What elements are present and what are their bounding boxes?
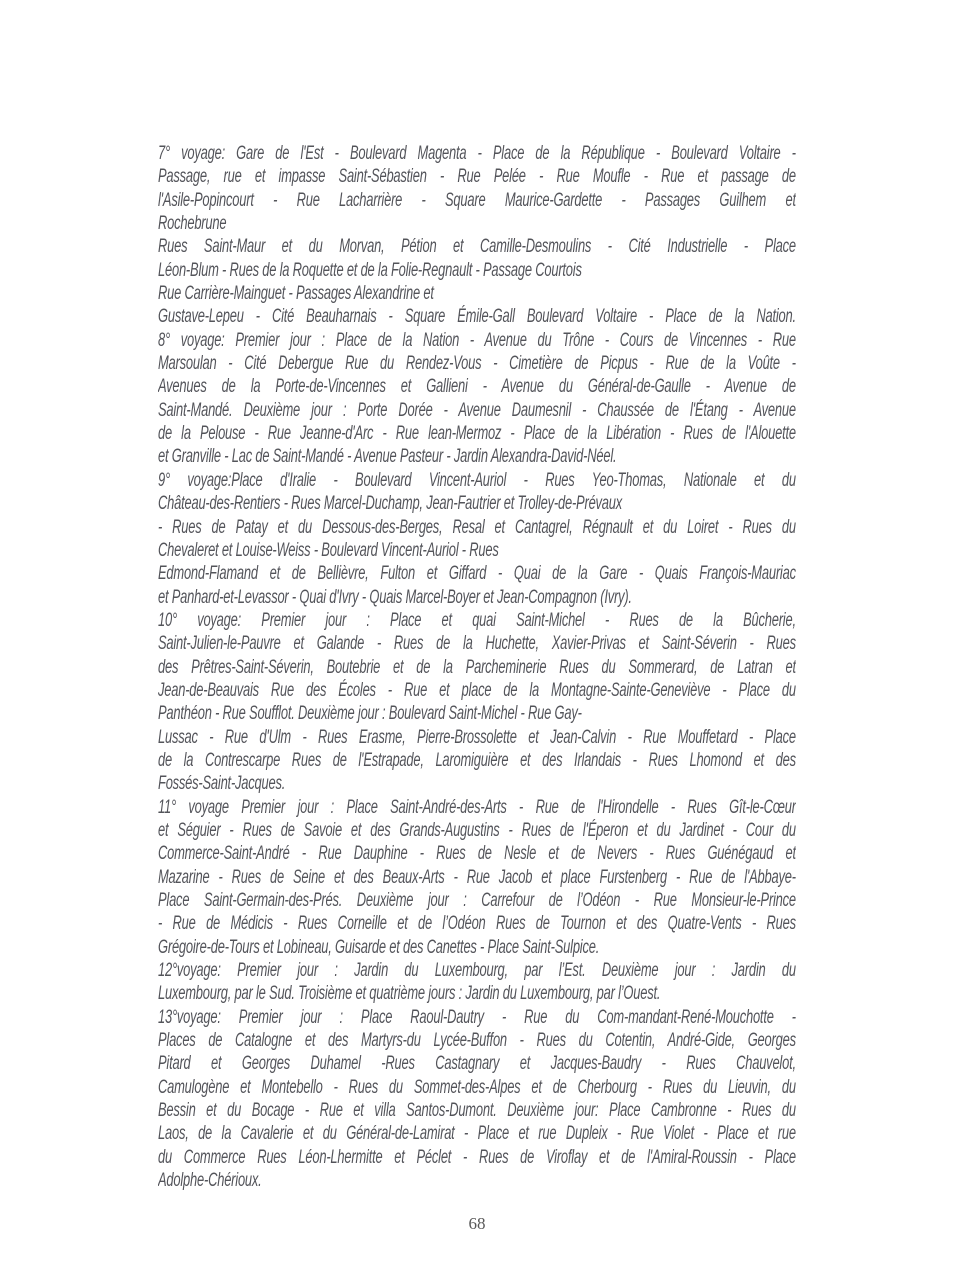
text-line: Laos, de la Cavalerie et du Général-de-Lamirat - Place et rue Dupleix - Rue Violet - Place et rue [158, 1123, 796, 1145]
text-line: Gustave-Lepeu - Cité Beauharnais - Square Émile-Gall Boulevard Voltaire - Place de la Nation. [158, 306, 796, 328]
text-line: 11° voyage Premier jour : Place Saint-André-des-Arts - Rue de l'Hirondelle - Rues Gît-le-Cœur [158, 796, 796, 818]
text-line: Rochebrune [158, 213, 227, 235]
text-line: Adolphe-Chérioux. [158, 1170, 262, 1192]
text-line: et Séguier - Rues de Savoie et des Grands-Augustins - Rues de l'Éperon et du Jardinet - Cour du [158, 819, 796, 841]
text-line: du Commerce Rues Léon-Lhermitte et Péclet - Rues de Viroflay et de l'Amiral-Roussin - Place [158, 1146, 796, 1168]
text-line: 8° voyage: Premier jour : Place de la Nation - Avenue du Trône - Cours de Vincennes - Rue [158, 329, 796, 351]
text-line: Passage, rue et impasse Saint-Sébastien - Rue Pelée - Rue Moufle - Rue et passage de [158, 166, 796, 188]
text-line: Places de Catalogne et des Martyrs-du Lycée-Buffon - Rues du Cotentin, André-Gide, Georges [158, 1030, 796, 1052]
text-line: Château-des-Rentiers - Rues Marcel-Duchamp, Jean-Fautrier et Trolley-de-Prévaux [158, 493, 623, 515]
text-line: 9° voyage:Place d'Iralie - Boulevard Vincent-Auriol - Rues Yeo-Thomas, Nationale et du [158, 469, 796, 491]
text-line: 7° voyage: Gare de l'Est - Boulevard Magenta - Place de la République - Boulevard Voltaire - [158, 143, 796, 164]
text-line: Luxembourg, par le Sud. Troisième et quatrième jours : Jardin du Luxembourg, par l’Ouest. [158, 983, 661, 1005]
voyage-text-block [158, 142, 796, 1192]
text-line: Camulogène et Montebello - Rues du Sommet-des-Alpes et de Cherbourg - Rues du Lieuvin, du [158, 1076, 796, 1098]
text-line: et Panhard-et-Levassor - Quai d'Ivry - Quais Marcel-Boyer et Jean-Compagnon (Ivry). [158, 586, 632, 608]
text-line: Marsoulan - Cité Debergue Rue du Rendez-Vous - Cimetière de Picpus - Rue de la Voûte - [158, 353, 796, 375]
text-line: Jean-de-Beauvais Rue des Écoles - Rue et place de la Montagne-Sainte-Geneviève - Place du [158, 679, 796, 701]
page-number: 68 [468, 1214, 486, 1233]
text-line: Rue Carrière-Mainguet - Passages Alexandrine et [158, 283, 434, 305]
text-line: Edmond-Flamand et de Bellièvre, Fulton et Giffard - Quai de la Gare - Quais François-Mauriac [158, 563, 796, 585]
text-line: 12°voyage: Premier jour : Jardin du Luxembourg, par l’Est. Deuxième jour : Jardin du [158, 960, 796, 982]
text-line: Saint-Mandé. Deuxième jour : Porte Dorée - Avenue Daumesnil - Chaussée de l'Étang - Avenue [158, 399, 796, 421]
text-line: Mazarine - Rues de Seine et des Beaux-Arts - Rue Jacob et place Furstenberg - Rue de l'Abbaye- [158, 866, 796, 888]
text-line: Place Saint-Germain-des-Prés. Deuxième jour : Carrefour de l’Odéon - Rue Monsieur-le-Prince [158, 890, 796, 911]
text-line: Pitard et Georges Duhamel -Rues Castagnary et Jacques-Baudry - Rues Chauvelot, [158, 1053, 796, 1075]
text-line: - Rues de Patay et du Dessous-des-Berges, Resal et Cantagrel, Régnault et du Loiret - Rues du [158, 516, 796, 538]
text-line: et Granville - Lac de Saint-Mandé - Avenue Pasteur - Jardin Alexandra-David-Néel. [158, 446, 617, 468]
text-line: Rues Saint-Maur et du Morvan, Pétion et Camille-Desmoulins - Cité Industrielle - Place [158, 236, 796, 258]
text-line: Lussac - Rue d'Ulm - Rues Erasme, Pierre-Brossolette et Jean-Calvin - Rue Mouffetard - Place [158, 726, 796, 748]
text-line: Léon-Blum - Rues de la Roquette et de la Folie-Regnault - Passage Courtois [158, 259, 582, 281]
text-line: de la Contrescarpe Rues de l'Estrapade, Laromiguière et des Irlandais - Rues Lhomond et des [158, 749, 796, 771]
text-line: Commerce-Saint-André - Rue Dauphine - Rues de Nesle et de Nevers - Rues Guénégaud et [158, 843, 796, 865]
text-line: Panthéon - Rue Soufflot. Deuxième jour : Boulevard Saint-Michel - Rue Gay- [158, 703, 582, 725]
text-line: des Prêtres-Saint-Séverin, Boutebrie et de la Parcheminerie Rues du Sommerard, de Latran et [158, 656, 796, 678]
text-line: Bessin et du Bocage - Rue et villa Santos-Dumont. Deuxième jour: Place Cambronne - Rues du [158, 1100, 796, 1122]
text-line: 13°voyage: Premier jour : Place Raoul-Dautry - Rue du Com-mandant-René-Mouchotte - [158, 1006, 796, 1028]
text-line: Avenues de la Porte-de-Vincennes et Gallieni - Avenue du Général-de-Gaulle - Avenue de [158, 376, 796, 398]
text-line: Fossés-Saint-Jacques. [158, 773, 286, 795]
text-line: de la Pelouse - Rue Jeanne-d'Arc - Rue lean-Mermoz - Place de la Libération - Rues de l'Alouette [158, 423, 796, 445]
text-line: 10° voyage: Premier jour : Place et quai Saint-Michel - Rues de la Bûcherie, [158, 609, 796, 631]
text-line: Grégoire-de-Tours et Lobineau, Guisarde et des Canettes - Place Saint-Sulpice. [158, 936, 600, 958]
text-line: Chevaleret et Louise-Weiss - Boulevard Vincent-Auriol - Rues [158, 539, 499, 561]
text-line: - Rue de Médicis - Rues Corneille et de l’Odéon Rues de Tournon et des Quatre-Vents - Rues [158, 913, 796, 935]
text-line: Saint-Julien-le-Pauvre et Galande - Rues de la Huchette, Xavier-Privas et Saint-Séverin - Rues [158, 633, 796, 655]
text-line: l'Asile-Popincourt - Rue Lacharrière - Square Maurice-Gardette - Passages Guilhem et [158, 189, 796, 211]
